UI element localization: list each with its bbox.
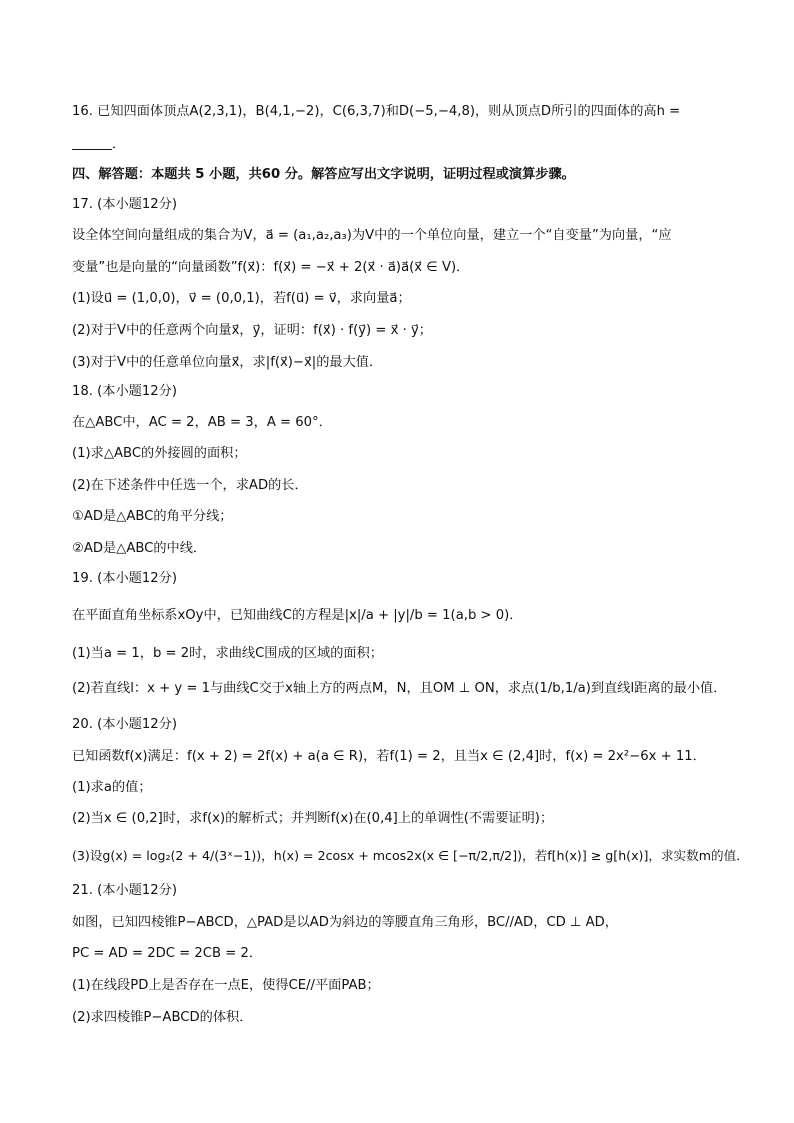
q21-stem-line1: 如图，已知四棱锥P−ABCD，△PAD是以AD为斜边的等腰直角三角形，BC//AD，CD ⊥ AD， [72,915,618,930]
q20-part3: (3)设g(x) = log₂(2 + 4/(3ˣ−1))，h(x) = 2cosx + mcos2x(x ∈ [−π/2,π/2])，若f[h(x)] ≥ g[h(x)]，求实数m的值． [72,848,749,863]
q17-header: 17. (本小题12分) [72,197,177,212]
q20-part2: (2)当x ∈ (0,2]时，求f(x)的解析式；并判断f(x)在(0,4]上的单调性(不需要证明)； [72,811,554,826]
q18-option2: ②AD是△ABC的中线． [72,541,207,556]
q17-stem-line2: 变量”也是向量的“向量函数”f(x⃗)：f(x⃗) = −x⃗ + 2(x⃗ · a⃗)a⃗(x⃗ ∈ V)． [72,260,470,275]
q21-header: 21. (本小题12分) [72,883,177,898]
q21-stem-line2: PC = AD = 2DC = 2CB = 2． [72,946,263,961]
q20-stem: 已知函数f(x)满足：f(x + 2) = 2f(x) + a(a ∈ R)，若f(1) = 2，且当x ∈ (2,4]时，f(x) = 2x²−6x + 11． [72,749,706,764]
q20-part1: (1)求a的值； [72,780,152,795]
q16-answer-line [72,136,754,154]
q17-part1: (1)设u⃗ = (1,0,0)，v⃗ = (0,0,1)，若f(u⃗) = v⃗，求向量a⃗； [72,291,411,306]
answer-blank [72,137,112,150]
q19-stem: 在平面直角坐标系xOy中，已知曲线C的方程是|x|/a + |y|/b = 1(a,b > 0)． [72,608,523,623]
q19-header: 19. (本小题12分) [72,571,177,586]
q18-header: 18. (本小题12分) [72,384,177,399]
q18-stem: 在△ABC中，AC = 2，AB = 3，A = 60°． [72,415,332,430]
q17-stem-line1: 设全体空间向量组成的集合为V，a⃗ = (a₁,a₂,a₃)为V中的一个单位向量，建立一个“自变量”为向量，“应 [72,228,672,243]
q19-part1: (1)当a = 1，b = 2时，求曲线C围成的区域的面积； [72,646,383,661]
q17-part2: (2)对于V中的任意两个向量x⃗，y⃗，证明：f(x⃗) · f(y⃗) = x⃗ · y⃗； [72,323,432,338]
q16-line1: 16. 已知四面体顶点A(2,3,1)，B(4,1,−2)，C(6,3,7)和D(−5,−4,8)，则从顶点D所引的四面体的高h = [72,104,681,119]
section4-heading: 四、解答题：本题共 5 小题，共60 分。解答应写出文字说明，证明过程或演算步骤。 [72,167,575,182]
q18-option1: ①AD是△ABC的角平分线； [72,509,233,524]
q21-part2: (2)求四棱锥P−ABCD的体积． [72,1010,253,1025]
q17-part3: (3)对于V中的任意单位向量x⃗，求|f(x⃗)−x⃗|的最大值． [72,355,383,370]
q19-part2: (2)若直线l：x + y = 1与曲线C交于x轴上方的两点M，N，且OM ⊥ ON，求点(1/b,1/a)到直线l距离的最小值． [72,681,727,696]
q20-header: 20. (本小题12分) [72,717,177,732]
q18-part2: (2)在下述条件中任选一个，求AD的长． [72,478,308,493]
q21-part1: (1)在线段PD上是否存在一点E，使得CE//平面PAB； [72,978,380,993]
q16-line2: ． [112,137,126,152]
q18-part1: (1)求△ABC的外接圆的面积； [72,446,247,461]
